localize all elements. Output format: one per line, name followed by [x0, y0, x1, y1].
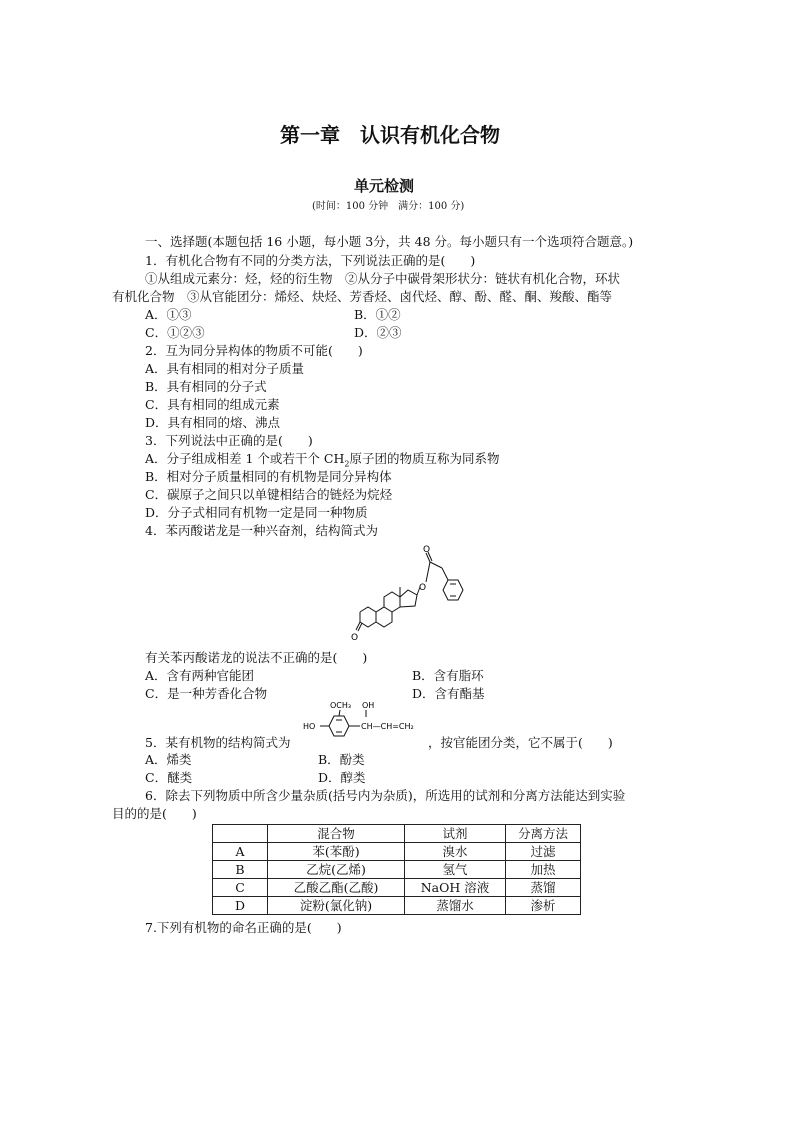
- question-1-option-a: A．①③: [145, 307, 192, 322]
- question-6-table: [212, 824, 581, 915]
- question-5-option-d: D．醇类: [318, 770, 366, 785]
- structure-o-ester: O: [419, 583, 427, 593]
- table-header-cell: 试剂: [405, 825, 506, 843]
- question-5-option-b: B．酚类: [318, 752, 365, 767]
- question-2-stem: 2．互为同分异构体的物质不可能( ): [145, 343, 363, 358]
- table-cell: 蒸馏: [506, 879, 581, 897]
- question-3-option-d: D．分子式相同有机物一定是同一种物质: [145, 505, 368, 520]
- question-2-option-d: D．具有相同的熔、沸点: [145, 415, 281, 430]
- question-5-option-a: A．烯类: [145, 752, 192, 767]
- table-cell: 过滤: [506, 843, 581, 861]
- table-cell: A: [213, 843, 268, 861]
- question-4-option-a: A．含有两种官能团: [145, 668, 255, 683]
- table-header-cell: 混合物: [268, 825, 405, 843]
- table-row: [213, 843, 581, 861]
- question-3-stem: 3．下列说法中正确的是( ): [145, 433, 313, 448]
- q5-structure: [300, 700, 428, 746]
- question-4-option-d: D．含有酯基: [412, 686, 485, 701]
- question-1-statement-line2: 有机化合物 ③从官能团分：烯烃、炔烃、芳香烃、卤代烃、醇、酚、醛、酮、羧酸、酯等: [112, 289, 613, 304]
- question-4-option-b: B．含有脂环: [412, 668, 484, 683]
- question-5-stem-post: ，按官能团分类，它不属于( ): [428, 735, 613, 750]
- question-6-stem-line2: 目的的是( ): [112, 806, 197, 821]
- nandrolone-phenpropionate-structure: [350, 540, 480, 646]
- table-header-row: [213, 825, 581, 843]
- table-cell: 氢气: [405, 861, 506, 879]
- question-3-option-a-sub: 2: [344, 459, 350, 469]
- exam-meta: (时间：100 分钟 满分：100 分): [312, 201, 465, 212]
- table-cell: NaOH 溶液: [405, 879, 506, 897]
- question-4-stem: 4．苯丙酸诺龙是一种兴奋剂，结构简式为: [145, 523, 378, 538]
- question-1-option-d: D．②③: [354, 325, 402, 340]
- structure-o-ketone: O: [351, 633, 359, 643]
- table-cell: C: [213, 879, 268, 897]
- question-3-option-b: B．相对分子质量相同的有机物是同分异构体: [145, 469, 392, 484]
- table-cell: B: [213, 861, 268, 879]
- question-6-stem-line1: 6．除去下列物质中所含少量杂质(括号内为杂质)，所选用的试剂和分离方法能达到实验: [145, 788, 626, 803]
- question-2-option-a: A．具有相同的相对分子质量: [145, 361, 305, 376]
- question-2-option-c: C．具有相同的组成元素: [145, 397, 280, 412]
- table-row: [213, 861, 581, 879]
- table-cell: 渗析: [506, 897, 581, 915]
- structure-chain: CH—CH=CH₂: [361, 722, 414, 731]
- question-3-option-a-pre: A．分子组成相差 1 个或若干个 CH: [145, 451, 345, 466]
- table-row: [213, 879, 581, 897]
- question-3-option-a-post: 原子团的物质互称为同系物: [349, 451, 500, 466]
- question-1-option-c: C．①②③: [145, 325, 205, 340]
- table-cell: 溴水: [405, 843, 506, 861]
- question-5-option-c: C．醚类: [145, 770, 193, 785]
- question-1-statement-line1: ①从组成元素分：烃，烃的衍生物 ②从分子中碳骨架形状分：链状有机化合物，环状: [145, 271, 621, 286]
- question-3-option-c: C．碳原子之间只以单键相结合的链烃为烷烃: [145, 487, 393, 502]
- page-title: 第一章 认识有机化合物: [280, 123, 500, 147]
- question-5-stem-pre: 5．某有机物的结构简式为: [145, 735, 291, 750]
- section-subtitle: 单元检测: [354, 177, 415, 195]
- question-1-option-b: B．①②: [354, 307, 401, 322]
- structure-oh: OH: [362, 701, 375, 710]
- question-1-stem: 1．有机化合物有不同的分类方法，下列说法正确的是( ): [145, 253, 476, 268]
- question-4-question: 有关苯丙酸诺龙的说法不正确的是( ): [145, 650, 368, 665]
- table-cell: 乙酸乙酯(乙酸): [268, 879, 405, 897]
- table-cell: D: [213, 897, 268, 915]
- table-cell: 淀粉(氯化钠): [268, 897, 405, 915]
- question-4-option-c: C．是一种芳香化合物: [145, 686, 268, 701]
- section-heading: 一、选择题(本题包括 16 小题，每小题 3分，共 48 分。每小题只有一个选项符合题意。): [145, 234, 634, 249]
- table-row: [213, 897, 581, 915]
- table-cell: 苯(苯酚): [268, 843, 405, 861]
- table-cell: 加热: [506, 861, 581, 879]
- structure-och3: OCH₃: [330, 701, 352, 710]
- table-header-cell: 分离方法: [506, 825, 581, 843]
- table-cell: 蒸馏水: [405, 897, 506, 915]
- structure-ho: HO: [303, 722, 316, 731]
- question-2-option-b: B．具有相同的分子式: [145, 379, 267, 394]
- structure-o-carbonyl: O: [423, 545, 431, 555]
- table-cell: 乙烷(乙烯): [268, 861, 405, 879]
- table-header-cell: [213, 825, 268, 843]
- question-7-stem: 7.下列有机物的命名正确的是( ): [145, 920, 342, 935]
